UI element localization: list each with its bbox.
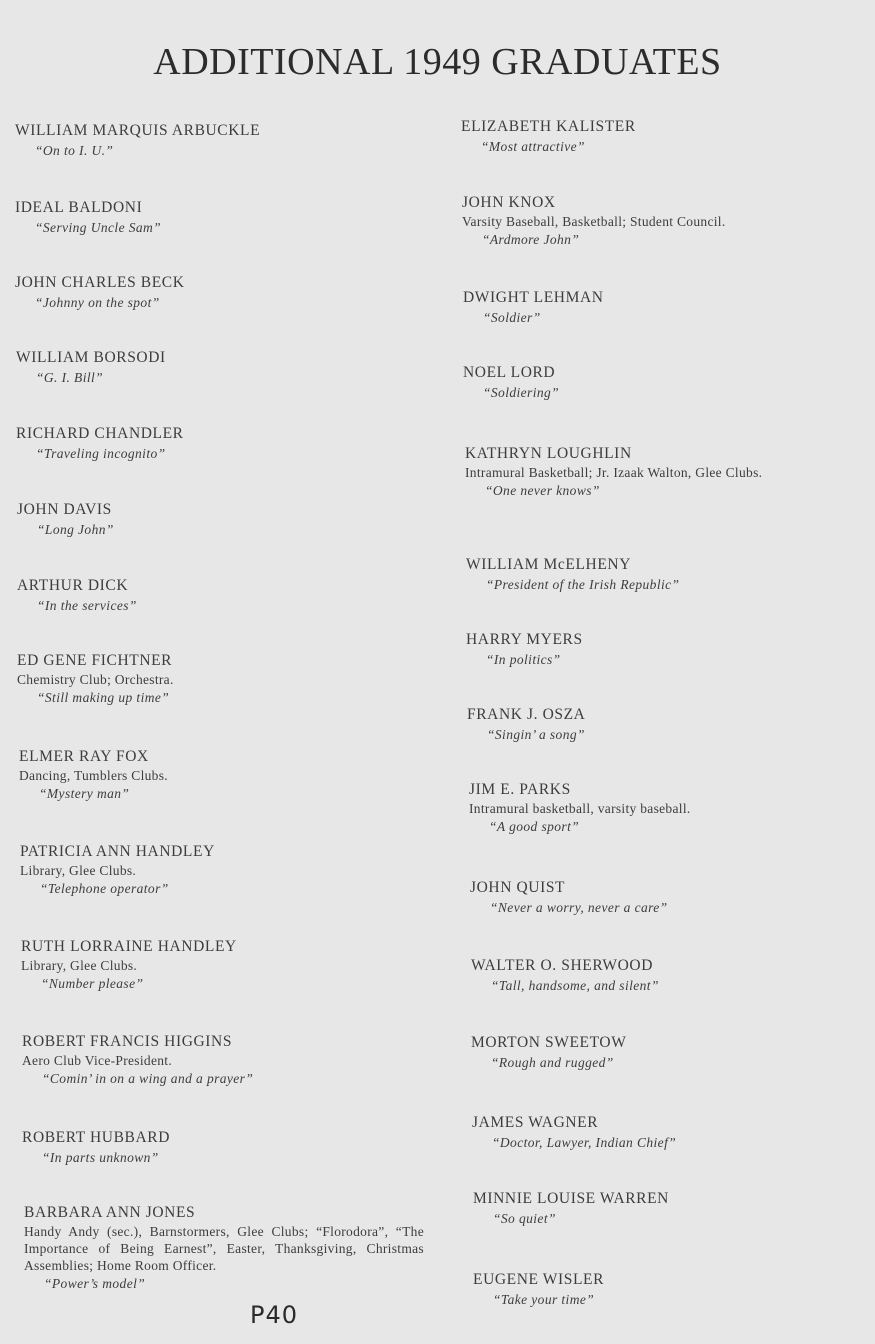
page-title: ADDITIONAL 1949 GRADUATES xyxy=(153,41,722,83)
graduate-name: WALTER O. SHERWOOD xyxy=(471,957,654,974)
graduate-entry xyxy=(22,1032,302,1088)
graduate-entry xyxy=(467,705,585,744)
graduate-activities: Handy Andy (sec.), Barnstormers, Glee Clubs; “Florodora”, “The Importance of Being Earnest”, Easter, Thanksgiving, Christmas Assemblies; Home Room Officer. xyxy=(24,1224,424,1273)
graduate-name: JIM E. PARKS xyxy=(469,781,571,798)
graduate-name: PATRICIA ANN HANDLEY xyxy=(20,843,215,860)
graduate-quote: “Soldiering” xyxy=(483,385,560,400)
graduate-entry xyxy=(463,363,559,402)
graduate-entry xyxy=(469,780,789,836)
graduate-entry xyxy=(471,1033,626,1072)
graduate-quote: “Singin’ a song” xyxy=(487,727,585,742)
graduate-entry xyxy=(472,1113,676,1152)
graduate-entry xyxy=(471,956,659,995)
graduate-name: RICHARD CHANDLER xyxy=(16,425,184,442)
graduate-quote: “Number please” xyxy=(41,976,144,991)
graduate-name: JAMES WAGNER xyxy=(472,1114,599,1131)
graduate-quote: “Mystery man” xyxy=(39,786,130,801)
graduate-activities: Intramural basketball, varsity baseball. xyxy=(469,801,691,816)
graduate-entry xyxy=(17,651,262,707)
graduate-entry xyxy=(462,193,837,249)
graduate-quote: “President of the Irish Republic” xyxy=(486,577,680,592)
graduate-name: WILLIAM McELHENY xyxy=(466,556,631,573)
graduate-entry xyxy=(15,198,161,237)
graduate-name: DWIGHT LEHMAN xyxy=(463,289,604,306)
graduate-name: ELIZABETH KALISTER xyxy=(461,118,636,135)
graduate-name: MINNIE LOUISE WARREN xyxy=(473,1190,669,1207)
graduate-entry xyxy=(473,1189,669,1228)
graduate-quote: “Telephone operator” xyxy=(40,881,169,896)
graduate-name: RUTH LORRAINE HANDLEY xyxy=(21,938,237,955)
graduate-quote: “Serving Uncle Sam” xyxy=(35,220,162,235)
graduate-entry xyxy=(17,500,114,539)
graduate-name: FRANK J. OSZA xyxy=(467,706,586,723)
handwritten-page-note: P40 xyxy=(250,1301,299,1329)
graduate-quote: “One never knows” xyxy=(485,483,600,498)
graduate-activities: Library, Glee Clubs. xyxy=(21,958,138,973)
graduate-name: NOEL LORD xyxy=(463,364,556,381)
graduate-entry xyxy=(463,288,604,327)
graduate-activities: Dancing, Tumblers Clubs. xyxy=(19,768,168,783)
graduate-quote: “Power’s model” xyxy=(44,1276,146,1291)
graduate-entry xyxy=(22,1128,170,1167)
graduate-entry xyxy=(465,444,863,500)
graduate-quote: “Still making up time” xyxy=(37,690,170,705)
graduate-quote: “In the services” xyxy=(37,598,137,613)
graduate-name: ARTHUR DICK xyxy=(17,577,129,594)
graduate-activities: Intramural Basketball; Jr. Izaak Walton, Glee Clubs. xyxy=(465,465,763,480)
graduate-quote: “In politics” xyxy=(486,652,561,667)
graduate-name: ELMER RAY FOX xyxy=(19,748,149,765)
graduate-entry xyxy=(470,878,668,917)
graduate-name: IDEAL BALDONI xyxy=(15,199,143,216)
graduate-name: HARRY MYERS xyxy=(466,631,583,648)
graduate-quote: “Never a worry, never a care” xyxy=(490,900,668,915)
graduate-name: ROBERT HUBBARD xyxy=(22,1129,170,1146)
graduate-entry xyxy=(466,555,679,594)
graduate-entry xyxy=(16,424,184,463)
graduate-name: ROBERT FRANCIS HIGGINS xyxy=(22,1033,233,1050)
graduate-entry xyxy=(15,121,260,160)
graduate-quote: “In parts unknown” xyxy=(42,1150,159,1165)
graduate-quote: “On to I. U.” xyxy=(35,143,114,158)
graduate-quote: “Comin’ in on a wing and a prayer” xyxy=(42,1071,254,1086)
graduate-quote: “Long John” xyxy=(37,522,114,537)
graduate-name: JOHN DAVIS xyxy=(17,501,112,518)
graduate-activities: Varsity Baseball, Basketball; Student Council. xyxy=(462,214,726,229)
graduate-entry xyxy=(17,576,137,615)
graduate-quote: “A good sport” xyxy=(489,819,580,834)
graduate-quote: “Tall, handsome, and silent” xyxy=(491,978,659,993)
graduate-quote: “Doctor, Lawyer, Indian Chief” xyxy=(492,1135,677,1150)
graduate-quote: “Traveling incognito” xyxy=(36,446,166,461)
graduate-name: WILLIAM MARQUIS ARBUCKLE xyxy=(15,122,261,139)
graduate-quote: “Soldier” xyxy=(483,310,541,325)
graduate-name: JOHN CHARLES BECK xyxy=(15,274,185,291)
graduate-entry xyxy=(24,1203,424,1293)
graduate-quote: “Rough and rugged” xyxy=(491,1055,614,1070)
graduate-name: BARBARA ANN JONES xyxy=(24,1204,196,1221)
graduate-entry xyxy=(20,842,260,898)
graduate-quote: “Take your time” xyxy=(493,1292,595,1307)
graduate-name: JOHN KNOX xyxy=(462,194,556,211)
graduate-entry xyxy=(466,630,583,669)
graduate-entry xyxy=(15,273,185,312)
graduate-entry xyxy=(16,348,166,387)
graduate-quote: “G. I. Bill” xyxy=(36,370,104,385)
graduate-activities: Aero Club Vice-President. xyxy=(22,1053,173,1068)
graduate-entry xyxy=(473,1270,604,1309)
graduate-name: EUGENE WISLER xyxy=(473,1271,605,1288)
graduate-quote: “Johnny on the spot” xyxy=(35,295,160,310)
graduate-name: ED GENE FICHTNER xyxy=(17,652,173,669)
graduate-name: KATHRYN LOUGHLIN xyxy=(465,445,632,462)
graduate-quote: “So quiet” xyxy=(493,1211,556,1226)
graduate-activities: Library, Glee Clubs. xyxy=(20,863,137,878)
graduate-entry xyxy=(19,747,259,803)
graduate-quote: “Most attractive” xyxy=(481,139,585,154)
graduate-name: MORTON SWEETOW xyxy=(471,1034,627,1051)
graduate-activities: Chemistry Club; Orchestra. xyxy=(17,672,174,687)
graduate-quote: “Ardmore John” xyxy=(482,232,580,247)
graduate-entry xyxy=(461,117,636,156)
graduate-name: WILLIAM BORSODI xyxy=(16,349,166,366)
graduate-name: JOHN QUIST xyxy=(470,879,566,896)
graduate-entry xyxy=(21,937,261,993)
